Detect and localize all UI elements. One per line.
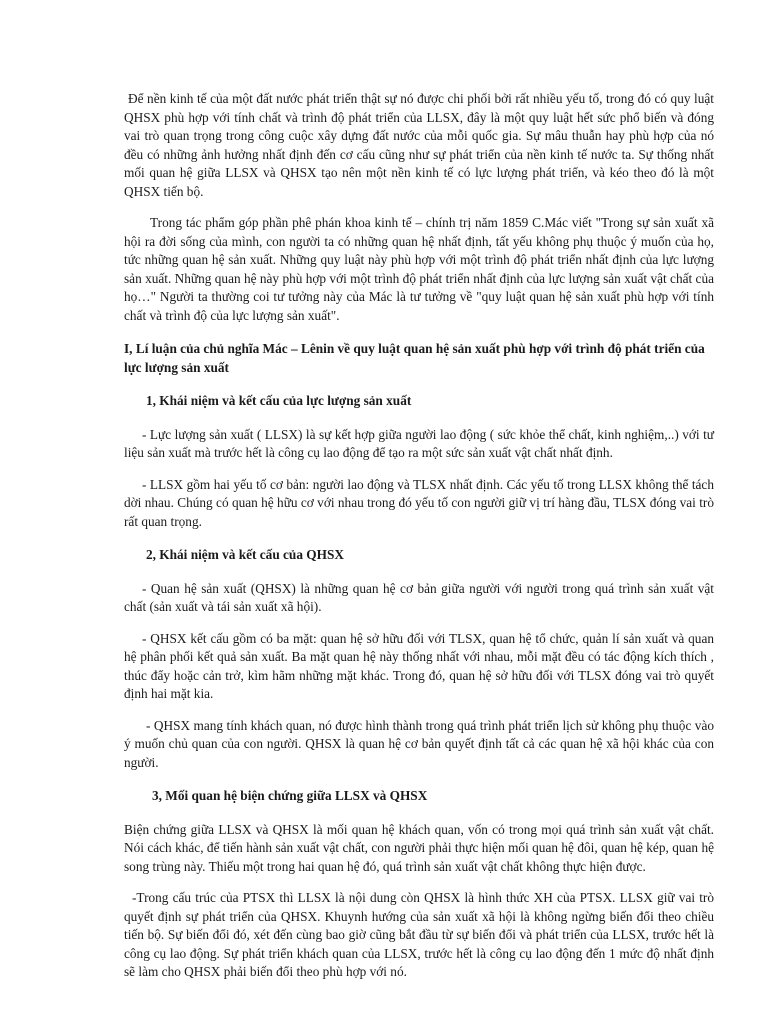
subsection-3-paragraph-1: Biện chứng giữa LLSX và QHSX là mối quan hệ khách quan, vốn có trong mọi quá trình sản xuất vật chất. Nói cách khác, để tiến hành sản xuất vật chất, con người phải thực hiện mối quan hệ đôi, quan hệ kép, quan hệ song trùng này. Thiếu một trong hai quan hệ đó, quá trình sản xuất vật chất không thực hiện được. [124,821,714,874]
document-page [124,90,714,982]
subsection-2-paragraph-3: - QHSX mang tính khách quan, nó được hình thành trong quá trình phát triển lịch sử không phụ thuộc vào ý muốn chủ quan của con người. QHSX là quan hệ cơ bản quyết định tất cả các quan hệ xã hội khác của con người. [124,717,714,770]
subsection-1-heading: 1, Khái niệm và kết cấu của lực lượng sản xuất [146,393,412,408]
subsection-3-heading: 3, Mối quan hệ biện chứng giữa LLSX và QHSX [152,788,428,803]
subsection-2-heading: 2, Khái niệm và kết cấu của QHSX [146,547,344,562]
subsection-1-paragraph-2: - LLSX gồm hai yếu tố cơ bản: người lao động và TLSX nhất định. Các yếu tố trong LLSX không thể tách dời nhau. Chúng có quan hệ hữu cơ với nhau trong đó yếu tố con người giữ vị trí hàng đầu, TLSX đóng vai trò rất quan trọng. [124,476,714,529]
intro-paragraph-1: Để nền kinh tế của một đất nước phát triển thật sự nó được chi phối bởi rất nhiều yếu tố, trong đó có quy luật QHSX phù hợp với tính chất và trình độ phát triển của LLSX, đây là một quy luật hết sức phổ biến và đóng vai trò quan trọng trong công cuộc xây dựng đất nước của mỗi quốc gia. Sự mâu thuẫn hay phù hợp của nó đều có những ảnh hưởng nhất định đến cơ cấu cũng như sự phát triển của nền kinh tế nước ta. Sự thống nhất mối quan hệ giữa LLSX và QHSX tạo nên một nền kinh tế có lực lượng phát triển, và kéo theo đó là một QHSX tiến bộ. [124,91,714,199]
subsection-2-paragraph-2: - QHSX kết cấu gồm có ba mặt: quan hệ sở hữu đối với TLSX, quan hệ tổ chức, quản lí sản xuất và quan hệ phân phối kết quả sản xuất. Ba mặt quan hệ này thống nhất với nhau, mỗi mặt đều có tác động kích thích , thúc đẩy hoặc cản trở, kìm hãm những mặt khác. Trong đó, quan hệ sở hữu đối với TLSX đóng vai trò quyết định hai mặt kia. [124,630,714,701]
subsection-1-paragraph-1: - Lực lượng sản xuất ( LLSX) là sự kết hợp giữa người lao động ( sức khỏe thể chất, kinh nghiệm,..) với tư liệu sản xuất mà trước hết là công cụ lao động để tạo ra một sức sản xuất vật chất nhất định. [124,426,714,460]
subsection-3-paragraph-2: -Trong cấu trúc của PTSX thì LLSX là nội dung còn QHSX là hình thức XH của PTSX. LLSX giữ vai trò quyết định sự phát triển của QHSX. Khuynh hướng của sản xuất xã hội là không ngừng biến đổi theo chiều tiến bộ. Sự biến đổi đó, xét đến cùng bao giờ cũng bắt đầu từ sự biến đổi và phát triển của LLSX, trước hết là công cụ lao động. Sự phát triển khách quan của LLSX, trước hết là công cụ lao động đến 1 mức độ nhất định sẽ làm cho QHSX phải biến đổi theo phù hợp với nó. [124,890,714,979]
intro-paragraph-2: Trong tác phẩm góp phần phê phán khoa kinh tế – chính trị năm 1859 C.Mác viết "Trong sự sản xuất xã hội ra đời sống của mình, con người ta có những quan hệ nhất định, tất yếu không phụ thuộc ý muốn của họ, tức những quan hệ sản xuất. Những quy luật này phù hợp với một trình độ phát triển nhất định của lực lượng sản xuất. Những quan hệ này phù hợp với một trình độ phát triển nhất định của lực lượng sản xuất vật chất của họ…" Người ta thường coi tư tưởng này của Mác là tư tưởng về "quy luật quan hệ sản xuất phù hợp với tính chất và trình độ của lực lượng sản xuất". [124,215,714,323]
subsection-2-paragraph-1: - Quan hệ sản xuất (QHSX) là những quan hệ cơ bản giữa người với người trong quá trình sản xuất vật chất (sản xuất và tái sản xuất xã hội). [124,580,714,614]
section-1-heading: I, Lí luận của chủ nghĩa Mác – Lênin về quy luật quan hệ sản xuất phù hợp với trình độ phát triển của lực lượng sản xuất [124,341,705,375]
